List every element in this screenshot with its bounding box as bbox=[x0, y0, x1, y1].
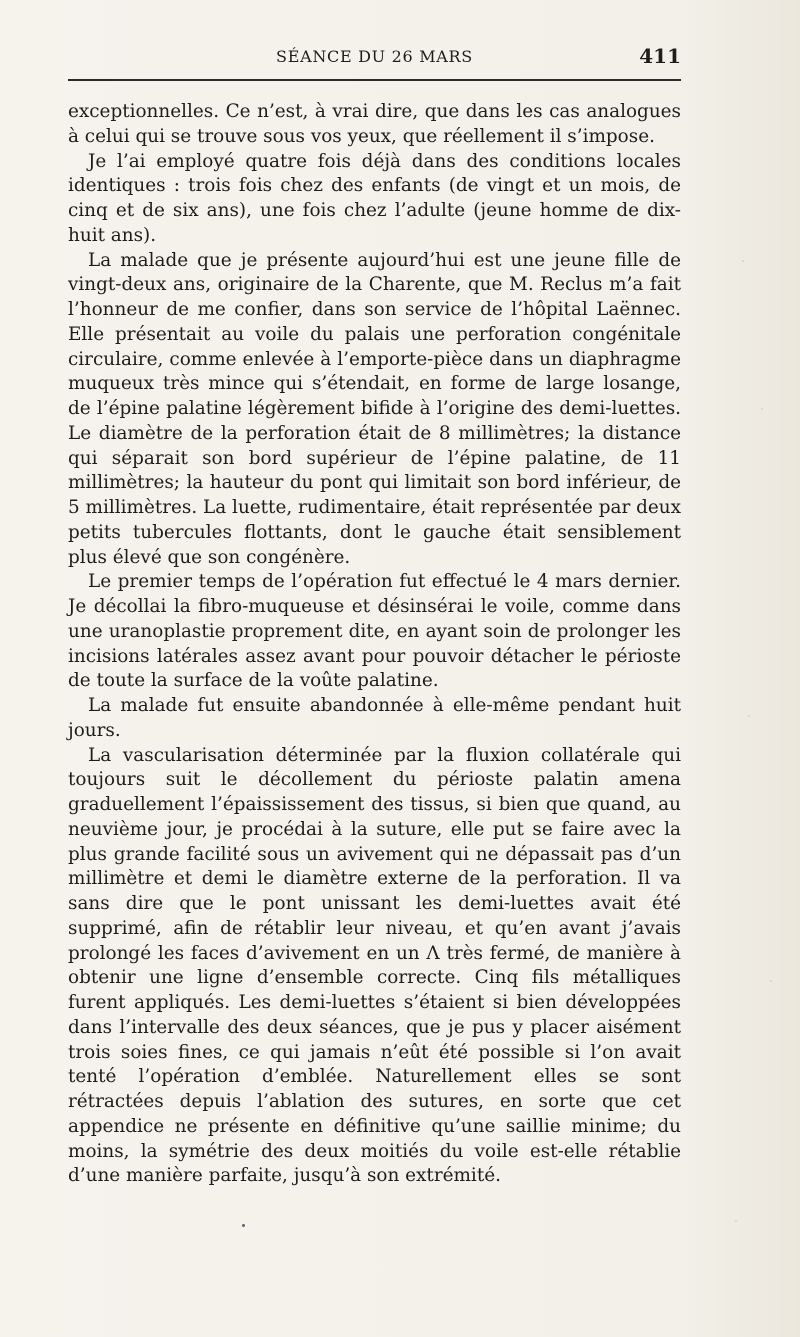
paper-speck bbox=[735, 1220, 737, 1222]
paragraph: Le premier temps de l’opération fut effectué le 4 mars dernier. Je décollai la fibro-muqueuse et désinsérai le voile, comme dans une uranoplastie proprement dite, en ayant soin de prolonger les incisions latérales assez avant pour pouvoir détacher le périoste de toute la surface de la voûte palatine. bbox=[68, 571, 681, 692]
paper-speck bbox=[761, 408, 763, 410]
header-rule bbox=[68, 79, 681, 81]
paper-speck bbox=[770, 980, 772, 982]
paragraph: Je l’ai employé quatre fois déjà dans des conditions locales identiques : trois fois chez des enfants (de vingt et un mois, de cinq et de six ans), une fois chez l’adulte (jeune homme de dix-huit ans). bbox=[68, 150, 681, 246]
running-title: SÉANCE DU 26 MARS bbox=[276, 47, 473, 66]
page-header bbox=[68, 44, 681, 70]
body-text bbox=[68, 100, 681, 1189]
paper-speck bbox=[748, 715, 750, 717]
paper-speck bbox=[742, 260, 744, 262]
paragraph: La malade que je présente aujourd’hui est une jeune fille de vingt-deux ans, originaire de la Charente, que M. Reclus m’a fait l’honneur de me confier, dans son service de l’hôpital Laënnec. Elle présentait au voile du palais une perforation congénitale circulaire, comme enlevée à l’emporte-pièce dans un diaphragme muqueux très mince qui s’étendait, en forme de large losange, de l’épine palatine légèrement bifide à l’origine des demi-luettes. Le diamètre de la perforation était de 8 millimètres; la distance qui séparait son bord supérieur de l’épine palatine, de 11 millimètres; la hauteur du pont qui limitait son bord inférieur, de 5 millimètres. La luette, rudimentaire, était représentée par deux petits tubercules flottants, dont le gauche était sensiblement plus élevé que son congénère. bbox=[68, 249, 681, 568]
paragraph: La malade fut ensuite abandonnée à elle-même pendant huit jours. bbox=[68, 695, 681, 741]
page-number: 411 bbox=[639, 44, 681, 68]
paragraph: La vascularisation déterminée par la fluxion collatérale qui toujours suit le décollement du périoste palatin amena graduellement l’épaississement des tissus, si bien que quand, au neuvième jour, je procédai à la suture, elle put se faire avec la plus grande facilité sous un avivement qui ne dépassait pas d’un millimètre et demi le diamètre externe de la perforation. Il va sans dire que le pont unissant les demi-luettes avait été supprimé, afin de rétablir leur niveau, et qu’en avant j’avais prolongé les faces d’avivement en un Λ très fermé, de manière à obtenir une ligne d’ensemble correcte. Cinq fils métalliques furent appliqués. Les demi-luettes s’étaient si bien développées dans l’intervalle des deux séances, que je pus y placer aisément trois soies fines, ce qui jamais n’eût été possible si l’on avait tenté l’opération d’emblée. Naturellement elles se sont rétractées depuis l’ablation des sutures, en sorte que cet appendice ne présente en définitive qu’une saillie minime; du moins, la symétrie des deux moitiés du voile est-elle rétablie d’une manière parfaite, jusqu’à son extrémité. bbox=[68, 744, 681, 1187]
paragraph-continuation: exceptionnelles. Ce n’est, à vrai dire, que dans les cas analogues à celui qui se trouve sous vos yeux, que réellement il s’impose. bbox=[68, 101, 681, 147]
ink-speck bbox=[242, 1224, 245, 1227]
